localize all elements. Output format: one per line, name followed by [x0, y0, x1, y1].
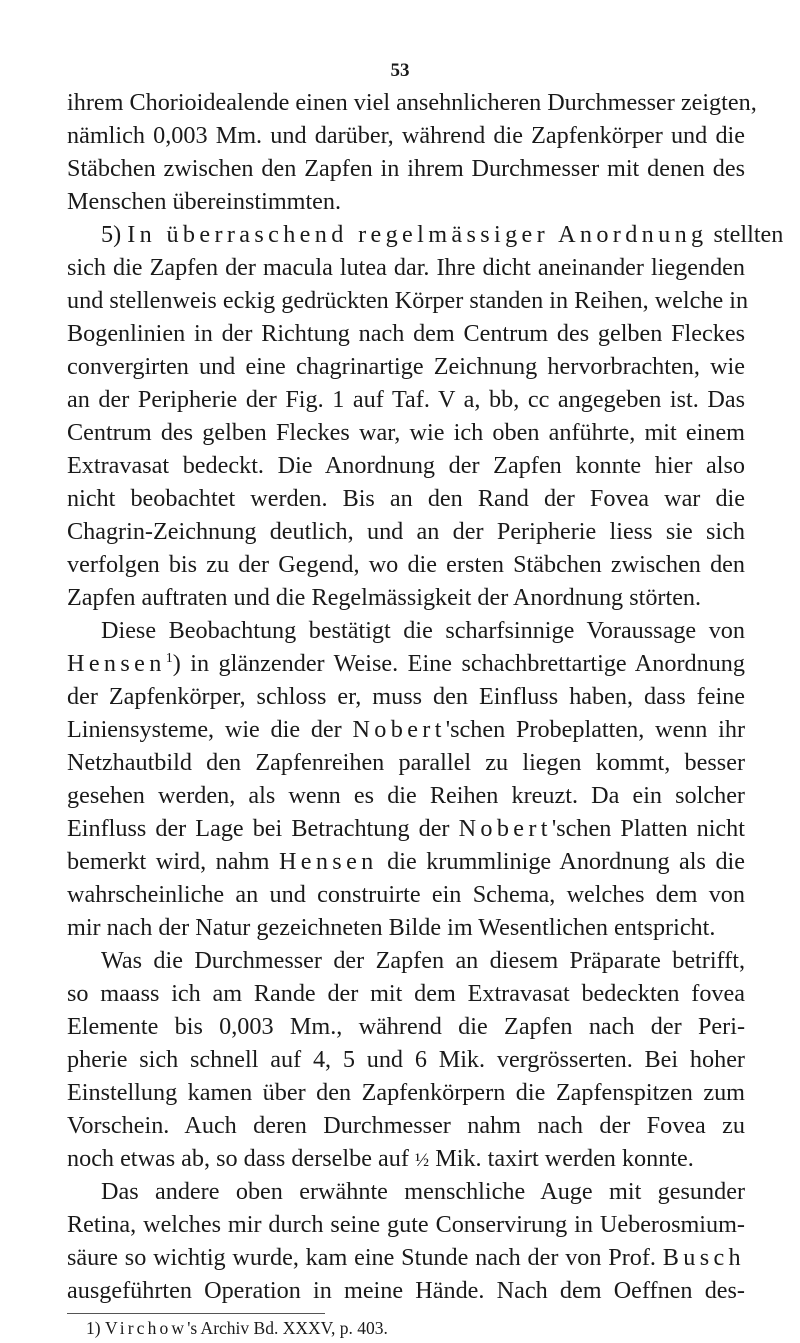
text-run: Einfluss der Lage bei Betrachtung der — [67, 815, 459, 842]
text-run: Einstellung kamen über den Zapfenkörpern die Zapfenspitzen zum — [67, 1079, 745, 1106]
text-run: convergirten und eine chagrinartige Zeichnung hervorbrachten, wie — [67, 353, 745, 380]
text-line — [67, 647, 745, 680]
text-line — [67, 878, 745, 911]
text-line — [67, 251, 745, 284]
author-name: Nobert — [352, 716, 446, 743]
text-run: pherie sich schnell auf 4, 5 und 6 Mik. vergrösserten. Bei hoher — [67, 1046, 745, 1073]
spaced-emphasis: In überraschend regelmässiger Anordnung — [127, 221, 708, 248]
text-line — [67, 845, 745, 878]
text-run: Bogenlinien in der Richtung nach dem Centrum des gelben Fleckes — [67, 320, 745, 347]
text-run: ausgeführten Operation in meine Hände. Nach dem Oeffnen des- — [67, 1277, 745, 1304]
text-run: wahrscheinliche an und construirte ein Schema, welches dem von — [67, 881, 745, 908]
text-run: säure so wichtig wurde, kam eine Stunde nach der von Prof. — [67, 1244, 663, 1271]
author-name: Hensen — [67, 650, 166, 677]
text-run: gesehen werden, als wenn es die Reihen kreuzt. Da ein solcher — [67, 782, 745, 809]
text-line — [67, 1010, 745, 1043]
text-run: Diese Beobachtung bestätigt die scharfsinnige Voraussage von — [101, 617, 745, 644]
text-run: ) in glänzender Weise. Eine schachbrettartige Anordnung — [172, 650, 745, 677]
footnote-text: 's Archiv Bd. XXXV, p. 403. — [187, 1318, 388, 1338]
text-run: sich die Zapfen der macula lutea dar. Ihre dicht aneinander liegenden — [67, 254, 745, 281]
text-line — [67, 383, 745, 416]
text-line — [67, 581, 745, 614]
text-run: Extravasat bedeckt. Die Anordnung der Zapfen konnte hier also — [67, 452, 745, 479]
text-line — [67, 1175, 745, 1208]
text-run: noch etwas ab, so dass derselbe auf — [67, 1145, 415, 1172]
text-line — [67, 350, 745, 383]
text-run: 'schen Probeplatten, wenn ihr — [445, 716, 746, 743]
text-run: verfolgen bis zu der Gegend, wo die ersten Stäbchen zwischen den — [67, 551, 745, 578]
text-run: Liniensysteme, wie die der — [67, 716, 353, 743]
text-line — [67, 1241, 745, 1274]
text-run: Netzhautbild den Zapfenreihen parallel zu liegen kommt, besser — [67, 749, 745, 776]
text-line — [67, 86, 757, 119]
text-line — [67, 746, 745, 779]
text-run: Das andere oben erwähnte menschliche Auge mit gesunder — [101, 1178, 745, 1205]
author-name: Nobert — [458, 815, 552, 842]
page-number: 53 — [390, 60, 410, 81]
text-run: 'schen Platten nicht — [551, 815, 745, 842]
text-line — [67, 1076, 745, 1109]
body-text — [67, 86, 784, 1307]
text-line — [67, 1274, 745, 1307]
footnote — [86, 1313, 736, 1343]
text-run: Zapfen auftraten und die Regelmässigkeit der Anordnung störten. — [67, 584, 702, 611]
text-line — [67, 812, 745, 845]
text-line — [67, 515, 745, 548]
text-line — [67, 911, 745, 944]
text-run: nicht beobachtet werden. Bis an den Rand der Fovea war die — [67, 485, 745, 512]
footnote-ref: 1 — [165, 651, 173, 666]
text-run: Stäbchen zwischen den Zapfen in ihrem Durchmesser mit denen des — [67, 155, 745, 182]
text-line — [67, 1109, 745, 1142]
text-run: so maass ich am Rande der mit dem Extravasat bedeckten fovea — [67, 980, 745, 1007]
text-run: nämlich 0,003 Mm. und darüber, während die Zapfenkörper und die — [67, 122, 745, 149]
footnote-author: Virchow — [104, 1318, 188, 1338]
text-run: Mik. taxirt werden konnte. — [429, 1145, 694, 1172]
text-line — [67, 185, 745, 218]
text-run: Centrum des gelben Fleckes war, wie ich oben anführte, mit einem — [67, 419, 745, 446]
text-run: und stellenweis eckig gedrückten Körper standen in Reihen, welche in — [67, 287, 749, 314]
text-line — [67, 1142, 745, 1175]
text-run: Vorschein. Auch deren Durchmesser nahm nach der Fovea zu — [67, 1112, 745, 1139]
text-line — [67, 218, 784, 251]
text-run: Was die Durchmesser der Zapfen an diesem Präparate betrifft, — [101, 947, 745, 974]
text-line — [67, 548, 745, 581]
text-run: die krummlinige Anordnung als die — [377, 848, 745, 875]
text-run: Menschen übereinstimmten. — [67, 188, 342, 215]
footnote-marker: 1) — [86, 1318, 101, 1338]
text-run: der Zapfenkörper, schloss er, muss den Einfluss haben, dass feine — [67, 683, 745, 710]
text-line — [67, 1208, 745, 1241]
text-line — [67, 482, 745, 515]
text-run: an der Peripherie der Fig. 1 auf Taf. V a, bb, cc angegeben ist. Das — [67, 386, 745, 413]
text-line — [67, 284, 749, 317]
text-line — [67, 1043, 745, 1076]
text-run: Chagrin-Zeichnung deutlich, und an der Peripherie liess sie sich — [67, 518, 745, 545]
text-line — [67, 680, 745, 713]
text-line — [67, 119, 745, 152]
author-name: Hensen — [278, 848, 378, 875]
text-line — [67, 977, 745, 1010]
fraction: ½ — [414, 1150, 430, 1171]
text-run: mir nach der Natur gezeichneten Bilde im Wesentlichen entspricht. — [67, 914, 716, 941]
text-line — [67, 449, 745, 482]
text-run: Elemente bis 0,003 Mm., während die Zapfen nach der Peri- — [67, 1013, 745, 1040]
text-line — [67, 416, 745, 449]
text-line — [67, 614, 745, 647]
text-run: ihrem Chorioidealende einen viel ansehnlicheren Durchmesser zeigten, — [67, 89, 757, 116]
text-run: Retina, welches mir durch seine gute Conservirung in Ueberosmium- — [67, 1211, 745, 1238]
text-line — [67, 944, 745, 977]
text-run: stellten — [707, 221, 784, 248]
text-line — [67, 317, 745, 350]
text-line — [67, 152, 745, 185]
author-name: Busch — [662, 1244, 745, 1271]
text-line — [67, 779, 745, 812]
text-run: bemerkt wird, nahm — [67, 848, 279, 875]
text-run: 5) — [101, 221, 128, 248]
text-line — [67, 713, 745, 746]
